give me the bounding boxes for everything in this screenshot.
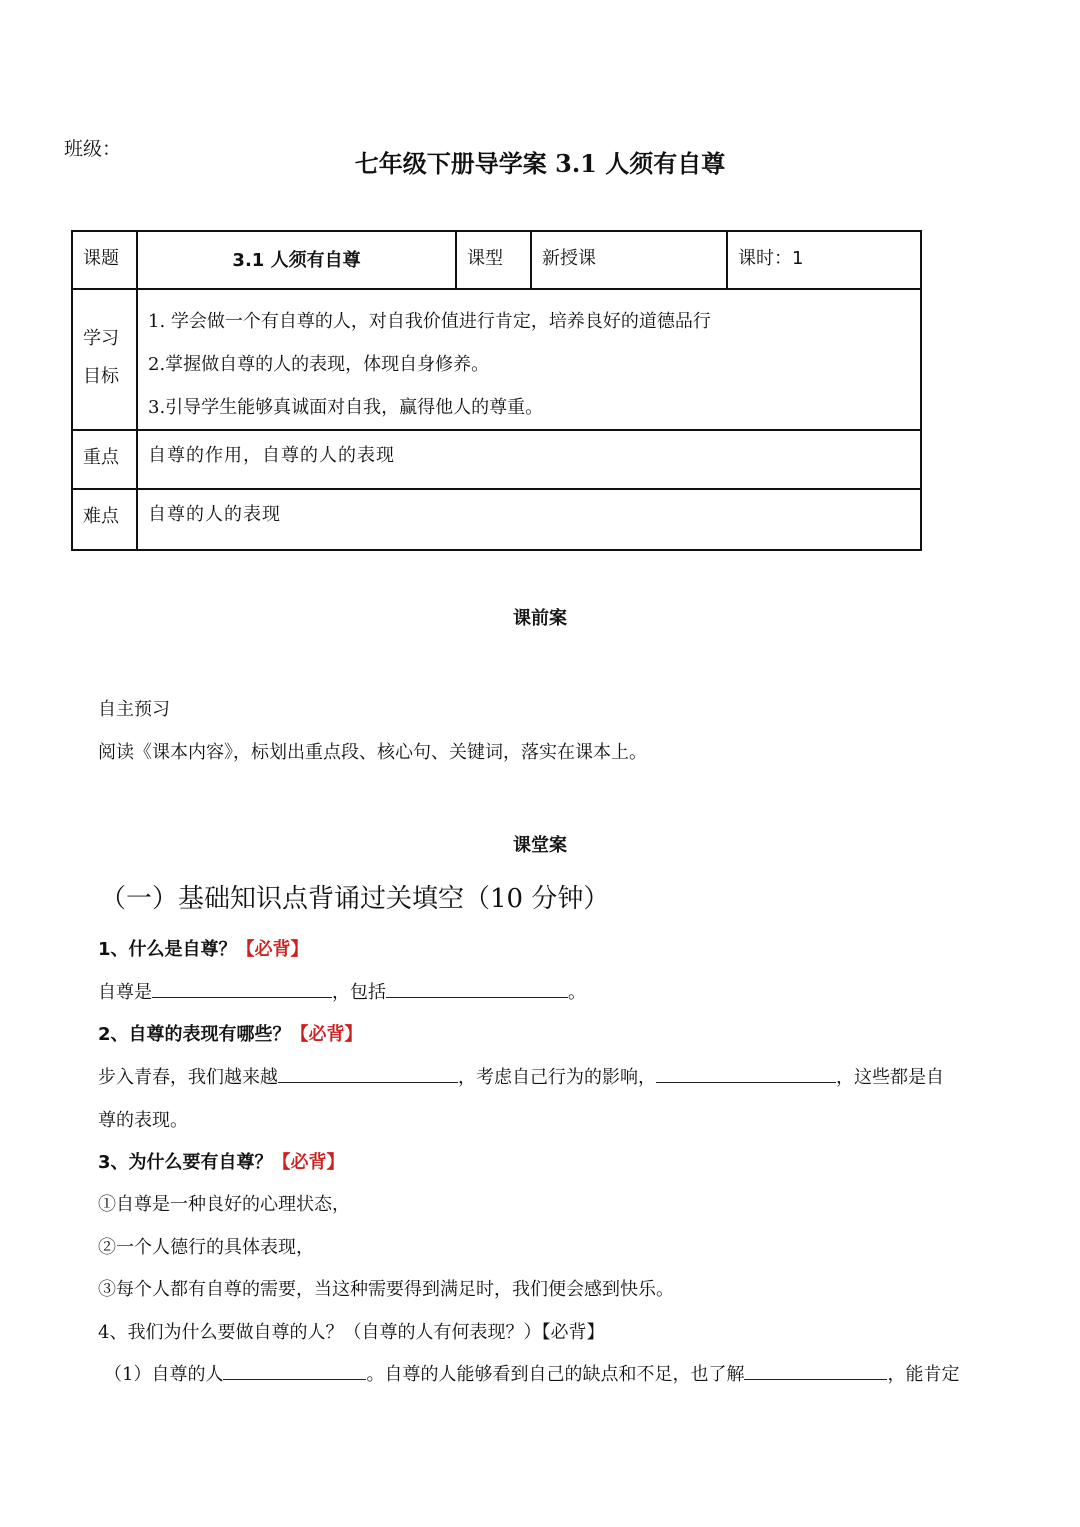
goals-label-line1: 学习 xyxy=(83,328,119,349)
answer-blank[interactable] xyxy=(152,979,332,998)
period-value: 课时：1 xyxy=(738,248,804,269)
key-point-value: 自尊的作用，自尊的人的表现 xyxy=(137,430,921,489)
question-3-text: 3、为什么要有自尊？ xyxy=(98,1152,273,1173)
must-recite-tag: 【必背】 xyxy=(236,939,309,960)
topic-label-cell xyxy=(72,231,137,289)
lesson-info-table xyxy=(71,230,922,551)
in-class-heading: 课堂案 xyxy=(513,835,567,856)
must-recite-tag: 【必背】 xyxy=(272,1152,345,1173)
class-label: 班级： xyxy=(64,138,122,160)
topic-value: 3.1 人须有自尊 xyxy=(137,231,456,289)
question-2-title xyxy=(98,1020,363,1046)
question-2-text: 2、自尊的表现有哪些？ xyxy=(98,1024,291,1045)
question-1-fill xyxy=(98,978,586,1004)
fill-text: （1）自尊的人 xyxy=(104,1364,224,1385)
goals-label-line2: 目标 xyxy=(83,366,119,387)
type-value-cell xyxy=(531,231,727,289)
fill-text: 自尊是 xyxy=(98,982,152,1003)
question-4-title: 4、我们为什么要做自尊的人？（自尊的人有何表现？）【必背】 xyxy=(98,1322,605,1343)
question-1-title xyxy=(98,935,309,961)
question-2-fill xyxy=(98,1063,944,1089)
goals-label-cell xyxy=(72,289,137,430)
question-4-fill xyxy=(104,1360,959,1386)
fill-text: 。自尊的人能够看到自己的缺点和不足，也了解 xyxy=(366,1364,745,1385)
fill-text: 。 xyxy=(568,982,586,1003)
answer-blank[interactable] xyxy=(386,979,568,998)
question-1-text: 1、什么是自尊？ xyxy=(98,939,237,960)
fill-text: ，能肯定 xyxy=(887,1364,960,1385)
difficult-point-value: 自尊的人的表现 xyxy=(137,489,921,550)
answer-blank[interactable] xyxy=(223,1361,366,1380)
question-3-item: ③每个人都有自尊的需要，当这种需要得到满足时，我们便会感到快乐。 xyxy=(98,1279,674,1300)
answer-blank[interactable] xyxy=(656,1064,836,1083)
goal-item: 1. 学会做一个有自尊的人，对自我价值进行肯定，培养良好的道德品行 xyxy=(148,311,711,332)
question-3-item: ②一个人德行的具体表现， xyxy=(98,1237,314,1258)
period-cell xyxy=(727,231,921,289)
pre-class-heading: 课前案 xyxy=(513,608,567,629)
key-point-label: 重点 xyxy=(72,430,137,489)
topic-label: 课题 xyxy=(83,248,119,269)
self-study-text: 阅读《课本内容》，标划出重点段、核心句、关键词，落实在课本上。 xyxy=(98,742,647,763)
type-label: 课型 xyxy=(467,248,503,269)
type-label-cell xyxy=(456,231,531,289)
must-recite-tag: 【必背】 xyxy=(290,1024,363,1045)
difficult-point-label: 难点 xyxy=(72,489,137,550)
goal-item: 2.掌握做自尊的人的表现，体现自身修养。 xyxy=(148,354,490,375)
fill-text: ，包括 xyxy=(332,982,386,1003)
fill-text: ，这些都是自 xyxy=(836,1067,944,1088)
question-3-title xyxy=(98,1148,345,1174)
answer-blank[interactable] xyxy=(744,1361,887,1380)
fill-text: 步入青春，我们越来越 xyxy=(98,1067,278,1088)
type-value: 新授课 xyxy=(542,248,596,269)
section-heading: （一）基础知识点背诵过关填空（10 分钟） xyxy=(100,884,610,914)
document-title: 七年级下册导学案 3.1 人须有自尊 xyxy=(354,149,726,178)
fill-text: ，考虑自己行为的影响， xyxy=(458,1067,656,1088)
question-2-fill-cont: 尊的表现。 xyxy=(98,1110,188,1131)
self-study-label: 自主预习 xyxy=(98,699,170,720)
answer-blank[interactable] xyxy=(278,1064,458,1083)
goals-list xyxy=(137,289,921,430)
goal-item: 3.引导学生能够真诚面对自我，赢得他人的尊重。 xyxy=(148,397,544,418)
question-3-item: ①自尊是一种良好的心理状态， xyxy=(98,1194,350,1215)
